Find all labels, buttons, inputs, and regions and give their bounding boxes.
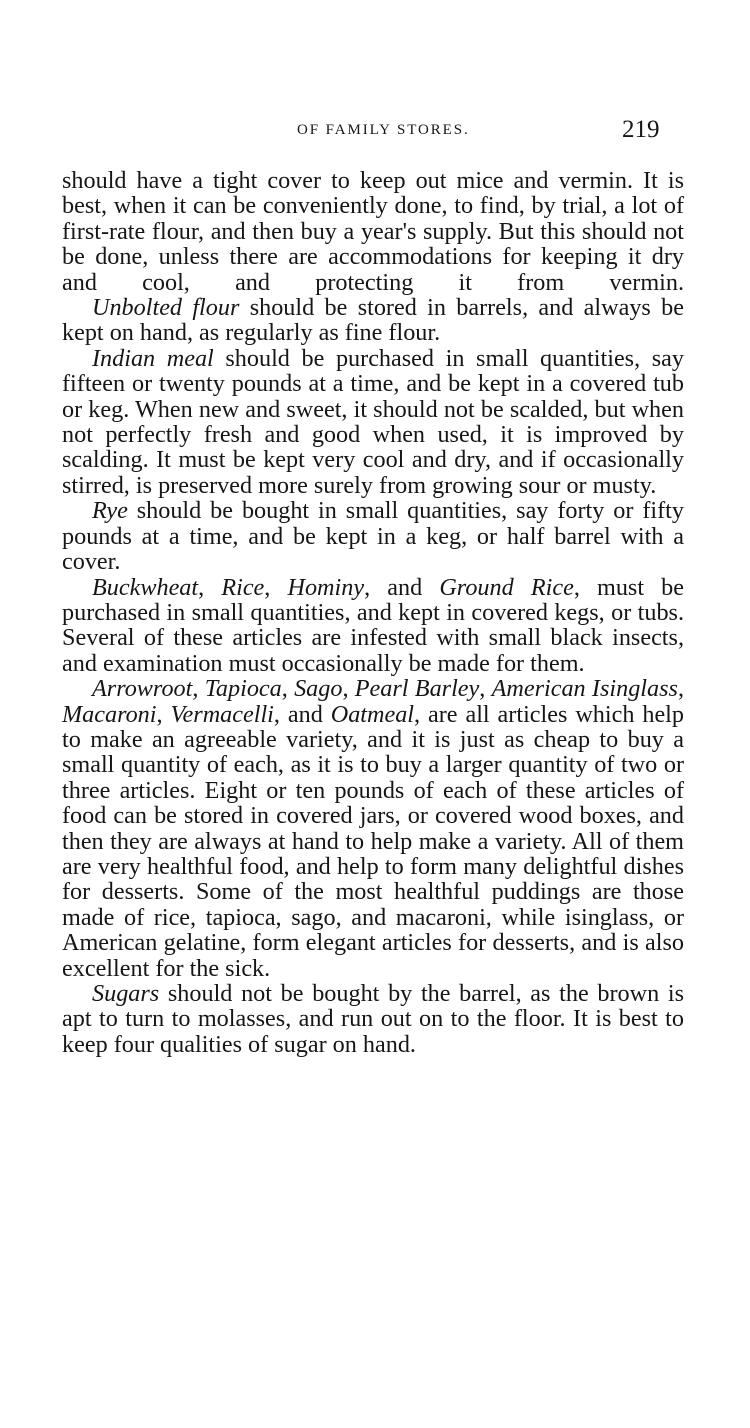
item-name: Arrowroot (92, 675, 193, 703)
item-name: Oatmeal (330, 700, 415, 728)
paragraph-text: should be purchased in small quantities, say fifteen or twenty pounds at a time, and be kept in a covered tub or keg. When new and sweet, it should not be scalded, but when not perfectly fresh and good when used, it is improved by scalding. It must be kept very cool and dry, and if occasionally stirred, is preserved more surely from growing sour or musty. (62, 344, 684, 499)
paragraph-text: should be stored in barrels, and always be kept on hand, as regularly as fine flour. (62, 294, 684, 347)
paragraph-buckwheat-rice-hominy (62, 575, 684, 677)
text-segment: , are all articles which help to make an agreeable variety, and it is just as cheap to buy a small quantity of each, as it is to buy a larger quantity of two or three articles. Eight or ten pounds of each of these articles of food can be stored in covered jars, or covered wood boxes, and then they are always at hand to help make a variety. All of them are very healthful food, and help to form many delightful dishes for desserts. Some of the most healthful puddings are those made of rice, tapioca, sago, and macaroni, while isinglass, or American gelatine, form elegant articles for desserts, and is also excellent for the sick. (62, 700, 684, 982)
paragraph-sugars (62, 981, 684, 1057)
item-name: Macaroni (62, 700, 157, 728)
running-title: OF FAMILY STORES. (297, 122, 470, 138)
page-number: 219 (622, 116, 660, 143)
item-name: Sugars (92, 980, 160, 1007)
text-segment: , (156, 700, 171, 728)
body-text (62, 168, 684, 1057)
item-name: Sago (294, 675, 343, 703)
item-name: Vermacelli (170, 700, 274, 728)
text-segment: , (677, 675, 684, 703)
paragraph-text: should be bought in small quantities, say forty or fifty pounds at a time, and be kept in a keg, or half barrel with a cover. (62, 497, 684, 576)
paragraph-arrowroot-tapioca-sago (62, 676, 684, 981)
item-name: Hominy (287, 573, 365, 601)
text-segment: , and (364, 573, 440, 601)
text-segment: , (281, 675, 295, 703)
paragraph-rye (62, 498, 684, 574)
paragraph-indian-meal (62, 346, 684, 498)
text-segment: , (198, 573, 222, 601)
item-name: Ground Rice (439, 573, 574, 601)
text-segment: , must be purchased in small quantities, and kept in covered kegs, or tubs. Several of these articles are infested with small black insects, and examination must occasionally be made for them. (62, 573, 685, 677)
item-name: Rye (92, 497, 128, 525)
item-name: Buckwheat (92, 573, 199, 601)
item-name: Indian meal (92, 344, 214, 372)
paragraph-flour-continuation (62, 168, 684, 295)
text-segment: , and (273, 700, 331, 728)
text-segment: , (479, 675, 492, 703)
item-name: American Isinglass (491, 675, 678, 703)
text-segment: , (342, 675, 355, 703)
running-header (0, 116, 750, 152)
text-segment: , (192, 675, 205, 703)
item-name: Unbolted flour (92, 294, 240, 322)
item-name: Rice (221, 573, 265, 601)
paragraph-text: should not be bought by the barrel, as the brown is apt to turn to molasses, and run out on to the floor. It is best to keep four qualities of sugar on hand. (62, 980, 684, 1058)
text-segment: , (264, 573, 288, 601)
paragraph-text: should have a tight cover to keep out mice and vermin. It is best, when it can be conveniently done, to find, by trial, a lot of first-rate flour, and then buy a year's supply. But this should not be done, unless there are accommodations for keeping it dry and cool, and protecting it from vermin. (62, 167, 684, 296)
paragraph-unbolted-flour (62, 295, 684, 346)
item-name: Pearl Barley (354, 675, 480, 703)
item-name: Tapioca (204, 675, 282, 703)
